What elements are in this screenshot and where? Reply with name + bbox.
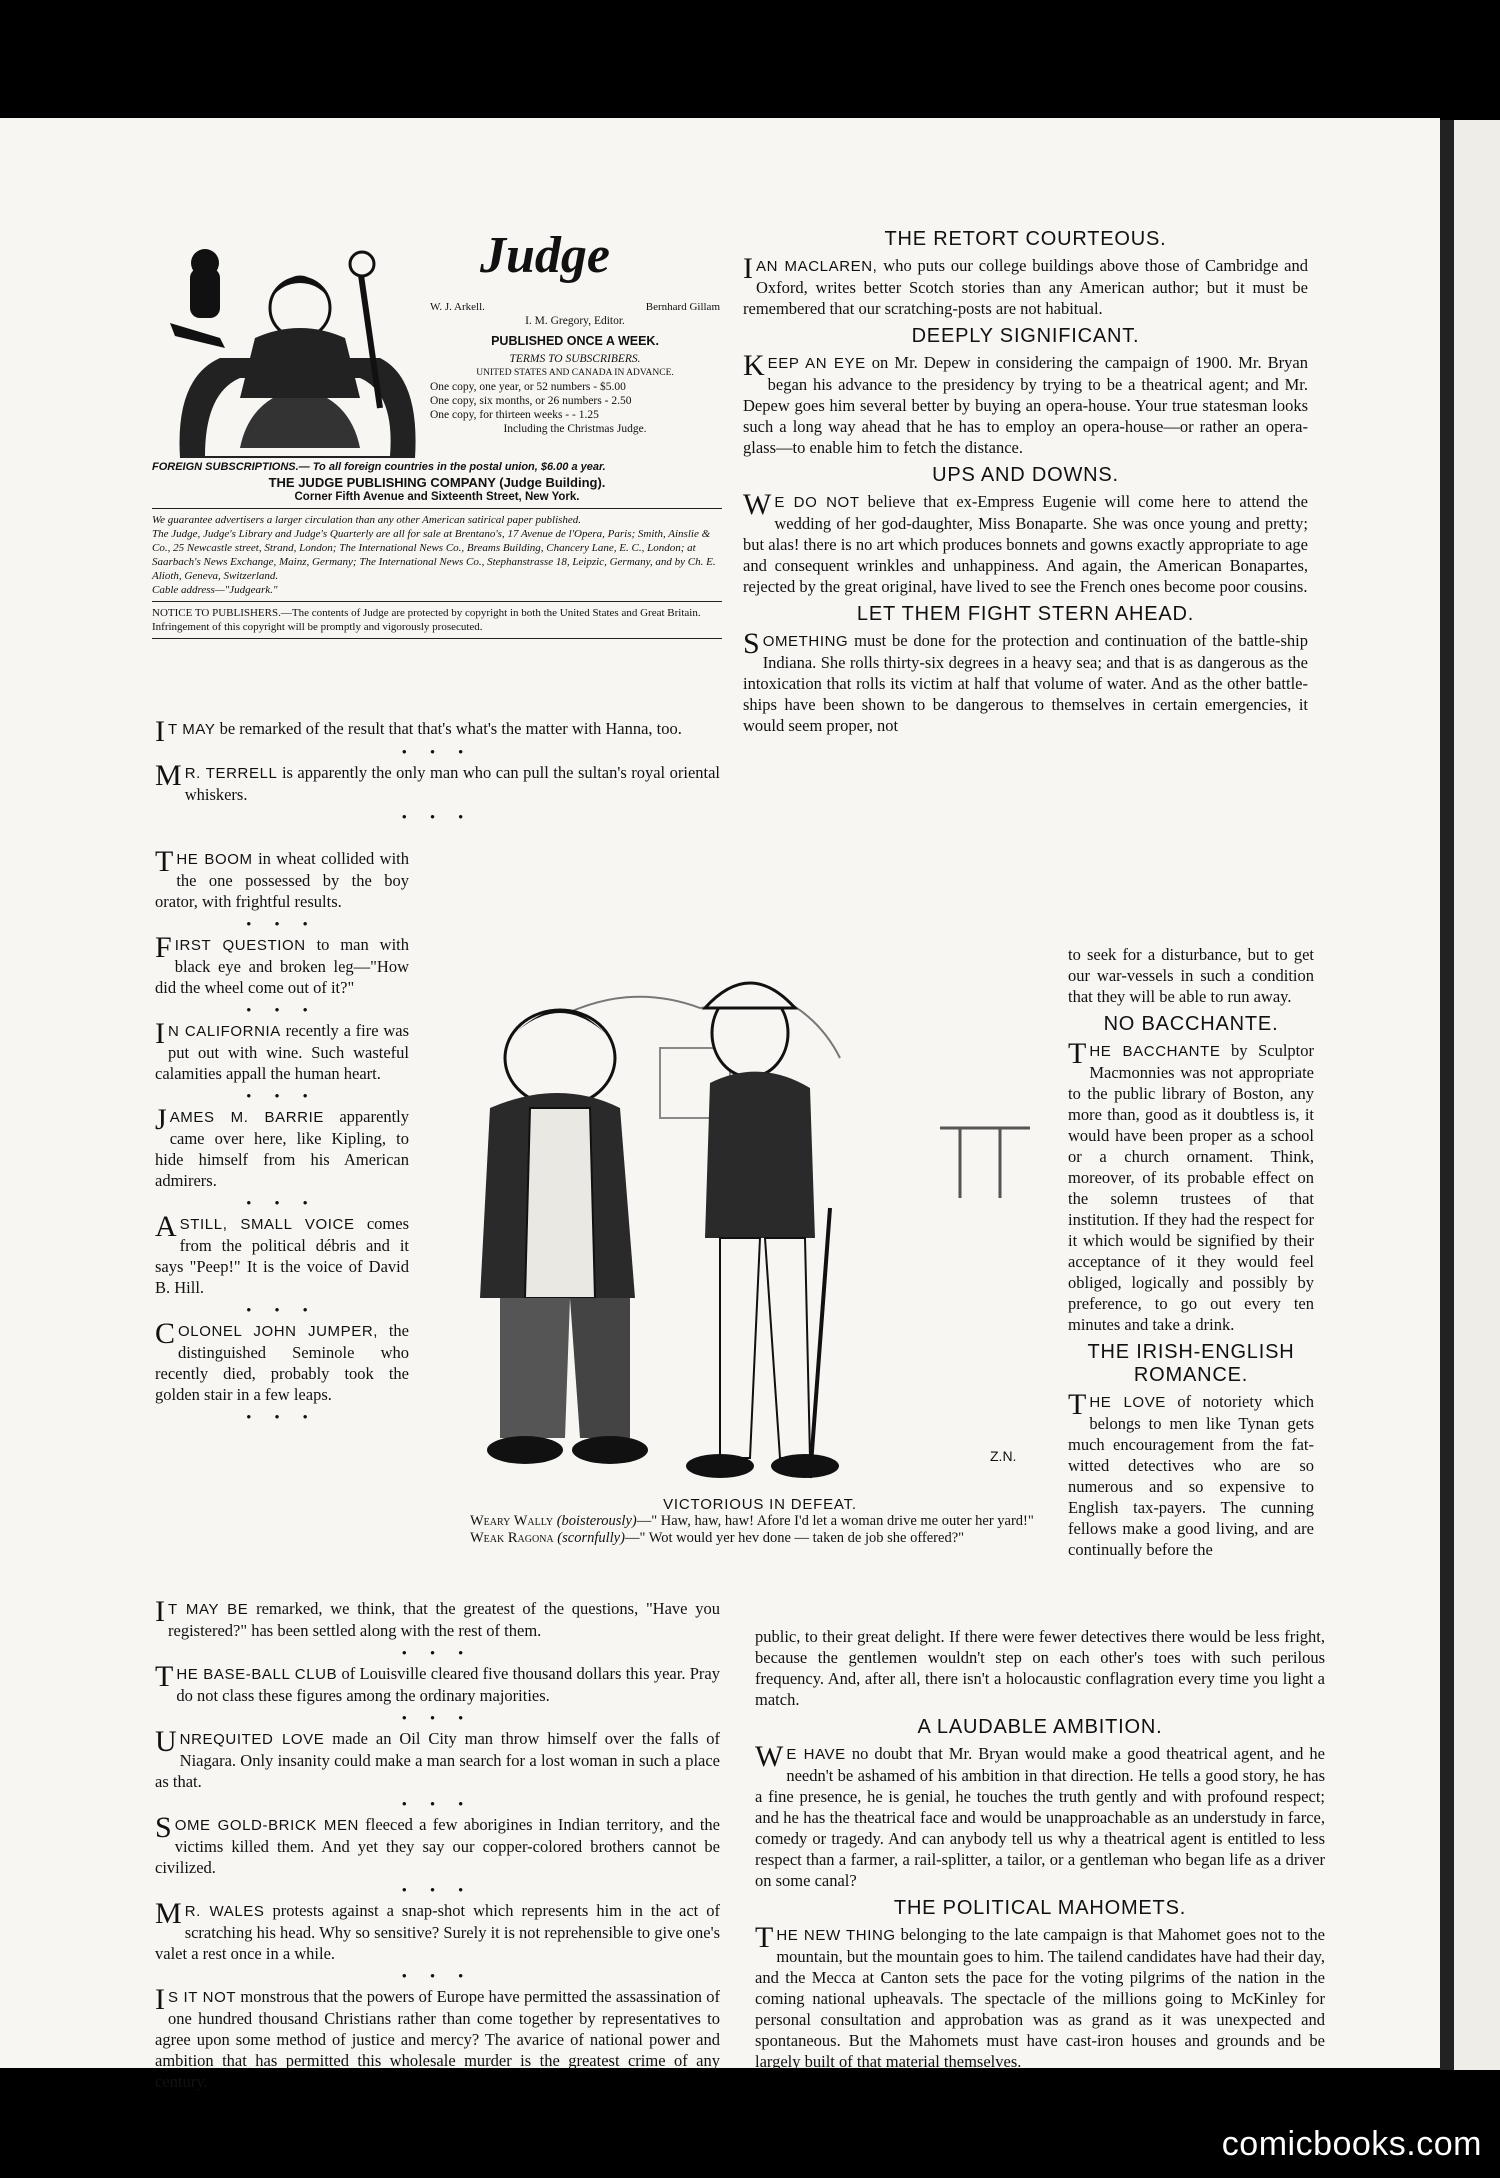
separator-dots: • • •	[246, 1195, 318, 1210]
judge-mascot-illustration	[150, 228, 450, 468]
paragraph: THE BACCHANTE by Sculptor Macmonnies was not appropriate to the public library of Boston, any more than, good as it doubtless is, it would have been proper as a school or a church ornament. Think, moreover, of its probable effect on the solemn trustees of that institution. If they had the respect for it which would be signified by their acceptance of it they would feel obliged, logically and possibly by preference, to go out every ten minutes and take a drink.	[1068, 1037, 1315, 1334]
left-column-narrow	[155, 845, 410, 1427]
editor-name: I. M. Gregory, Editor.	[525, 315, 625, 327]
article-title: NO BACCHANTE.	[1103, 1013, 1279, 1035]
cartoon-caption	[470, 1496, 1050, 1547]
article-title: A LAUDABLE AMBITION.	[917, 1716, 1163, 1738]
rate-line: One copy, six months, or 26 numbers - 2.50	[430, 395, 632, 407]
paragraph-continued: to seek for a disturbance, but to get our war-vessels in such a condition that they will be able to run away.	[1068, 945, 1314, 1006]
left-column-bottom	[155, 1595, 720, 2096]
company-name: THE JUDGE PUBLISHING COMPANY (Judge Building).	[268, 475, 606, 490]
separator-dots: • • •	[402, 809, 473, 824]
separator-dots: • • •	[246, 916, 318, 931]
cable-address: Cable address—"Judgeark."	[152, 584, 278, 596]
paragraph: THE BASE-BALL CLUB of Louisville cleared five thousand dollars this year. Pray do not class these figures among the ordinary majorities.	[155, 1660, 720, 1705]
terms-title: TERMS TO SUBSCRIBERS.	[509, 353, 641, 365]
paragraph: THE BOOM in wheat collided with the one possessed by the boy orator, with frightful results.	[155, 845, 409, 911]
left-column-top	[155, 715, 721, 827]
sale-note: The Judge, Judge's Library and Judge's Quarterly are all for sale at Brentano's, 17 Avenue de l'Opera, Paris; Smith, Ainslie & Co., 25 Newcastle street, Strand, London; The International News Co., Breams Building, Chancery Lane, E. C., London; at Saarbach's News Exchange, Mainz, Germany; The International News Co., Stephanstrasse 18, Leipzic, Germany, and by Ch. E. Alioth, Geneva, Switzerland.	[152, 528, 716, 582]
company-address: Corner Fifth Avenue and Sixteenth Street, New York.	[294, 491, 580, 503]
article-title: THE POLITICAL MAHOMETS.	[893, 1897, 1187, 1919]
separator-dots: • • •	[246, 1409, 318, 1424]
publishers-notice: NOTICE TO PUBLISHERS.—The contents of Judge are protected by copyright in both the United States and Great Britain. Infringement of this copyright will be promptly and vigorously prosecuted.	[152, 607, 701, 633]
watermark: comicbooks.com	[1221, 2125, 1482, 2163]
paragraph: A STILL, SMALL VOICE comes from the political débris and it says "Peep!" It is the voice of David B. Hill.	[155, 1210, 409, 1297]
cartoon-title: VICTORIOUS IN DEFEAT.	[663, 1496, 857, 1513]
separator-dots: • • •	[402, 1968, 473, 1983]
masthead-lower	[152, 460, 722, 643]
separator-dots: • • •	[402, 744, 473, 759]
paragraph: THE LOVE of notoriety which belongs to men like Tynan gets much encouragement from the fat-witted detectives who are so numerous and so expensive to English tax-payers. The cunning fellows make a good living, and are continually before the	[1068, 1388, 1315, 1559]
terms-subtitle: UNITED STATES AND CANADA IN ADVANCE.	[476, 368, 674, 378]
separator-dots: • • •	[246, 1002, 318, 1017]
paragraph: M R. TERRELL is apparently the only man who can pull the sultan's royal oriental whiskers.	[155, 759, 721, 804]
paragraph-continued: public, to their great delight. If there were fewer detectives there would be less fright, because the gentlemen wouldn't step on each other's toes with such perilous frequency. And, after all, there isn't a holocaustic conflagration every time you light a match.	[755, 1627, 1325, 1709]
caption-line: Weary Wally (boisterously)—" Haw, haw, haw! Afore I'd let a woman drive me outer her yard!"	[470, 1513, 1034, 1529]
paragraph: W E DO NOT believe that ex-Empress Eugenie will come here to attend the wedding of her god-daughter, Miss Bonaparte. She was once young and pretty; but alas! there is no art which produces bonnets and gowns exactly appropriate to age and consequent wrinkles and unhappiness. And again, the American Bonapartes, rejected by the great original, have lived to see the French ones become poor cousins.	[743, 488, 1308, 596]
paragraph: UNREQUITED LOVE made an Oil City man throw himself over the falls of Niagara. Only insanity could make a man search for a lost woman in such a place as that.	[155, 1725, 720, 1791]
paragraph: COLONEL JOHN JUMPER, the distinguished Seminole who recently died, probably took the golden stair in a few leaps.	[155, 1317, 409, 1404]
right-column-narrow	[1068, 944, 1314, 1564]
separator-dots: • • •	[402, 1645, 473, 1660]
right-column-top	[743, 222, 1308, 740]
rate-line: One copy, for thirteen weeks - - 1.25	[430, 409, 599, 421]
paragraph: I T MAY BE remarked, we think, that the greatest of the questions, "Have you registered?" has been settled along with the rest of them.	[155, 1595, 720, 1640]
paragraph: M R. WALES protests against a snap-shot which represents him in the act of scratching his head. Why so sensitive? Surely it is not reprehensible to give one's valet a rest once in a while.	[155, 1897, 720, 1963]
guarantee-note: We guarantee advertisers a larger circulation than any other American satirical paper published.	[152, 514, 582, 526]
paragraph: SOME GOLD-BRICK MEN fleeced a few aborigines in Indian territory, and the victims killed them. And yet they say our copper-colored brothers cannot be civilized.	[155, 1811, 720, 1877]
paragraph: KEEP AN EYE on Mr. Depew in considering the campaign of 1900. Mr. Bryan began his advance to the presidency by trying to be a theatrical agent; and Mr. Depew goes him several better by buying an opera-house. Your true statesman looks such a long way ahead that he has to employ an opera-house—or rather an opera-glass—to enable him to fetch the distance.	[743, 349, 1309, 457]
publisher-name: W. J. Arkell.	[430, 301, 485, 313]
paragraph: I S IT NOT monstrous that the powers of Europe have permitted the assassination of one hundred thousand Christians rather than come together by representatives to agree upon some method of justice and mercy? The avarice of national power and ambition that has permitted this wholesale murder is the greatest crime of any century.	[155, 1983, 720, 2091]
separator-dots: • • •	[402, 1796, 473, 1811]
separator-dots: • • •	[402, 1710, 473, 1725]
article-title: THE IRISH-ENGLISH ROMANCE.	[1087, 1341, 1295, 1386]
separator-dots: • • •	[402, 1882, 473, 1897]
rate-line: One copy, one year, or 52 numbers - $5.00	[430, 381, 626, 393]
paragraph: I N CALIFORNIA recently a fire was put out with wine. Such wasteful calamities appall the human heart.	[155, 1017, 410, 1083]
article-title: UPS AND DOWNS.	[932, 464, 1119, 486]
right-column-bottom	[755, 1626, 1325, 2076]
artist-name: Bernhard Gillam	[645, 301, 720, 313]
paragraph: THE NEW THING belonging to the late campaign is that Mahomet goes not to the mountain, but the mountain goes to him. The tailend candidates have had their day, and the Mecca at Canton sets the pace for the voting pilgrims of the nation in the coming national upheavals. The spectacle of the millions going to McKinley for personal consultation and approbation was as grand as it was unexpected and spontaneous. But the Mahomets must have cast-iron houses and grounds and be largely built of that material themselves.	[755, 1921, 1325, 2071]
cartoon-illustration	[420, 938, 1060, 1498]
article-title: DEEPLY SIGNIFICANT.	[911, 325, 1140, 347]
paragraph: FIRST QUESTION to man with black eye and broken leg—"How did the wheel come out of it?"	[155, 931, 409, 997]
foreign-subscriptions: FOREIGN SUBSCRIPTIONS.— To all foreign countries in the postal union, $6.00 a year.	[152, 461, 606, 473]
masthead-details	[430, 300, 720, 436]
caption-line: Weak Ragona (scornfully)—" Wot would yer hev done — taken de job she offered?"	[470, 1530, 965, 1546]
published-weekly: PUBLISHED ONCE A WEEK.	[491, 334, 659, 348]
separator-dots: • • •	[246, 1088, 318, 1103]
magazine-page	[0, 118, 1440, 2091]
paragraph: I T MAY be remarked of the result that that's what's the matter with Hanna, too.	[155, 715, 682, 748]
article-title: THE RETORT COURTEOUS.	[884, 228, 1167, 250]
artist-signature: Z.N.	[990, 1448, 1017, 1464]
paragraph: IAN MACLAREN, who puts our college buildings above those of Cambridge and Oxford, writes better Scotch stories than any American author; but it must be remembered that our scratching-posts are not habitual.	[743, 252, 1308, 318]
paragraph: SOMETHING must be done for the protection and continuation of the battle-ship Indiana. She rolls thirty-six degrees in a heavy sea; and that is as dangerous as the intoxication that rolls its victim at half that volume of water. And as the other battle-ships have been shown to be dangerous to themselves in certain emergencies, it would seem proper, not	[743, 627, 1308, 735]
separator-dots: • • •	[246, 1302, 318, 1317]
article-title: LET THEM FIGHT STERN AHEAD.	[856, 603, 1195, 625]
paragraph: W E HAVE no doubt that Mr. Bryan would make a good theatrical agent, and he needn't be ashamed of his ambition in that direction. He tells a good story, he has a fine presence, he is genial, he touches the truth gently and with profound respect; and he has the theatrical face and would be unapproachable as an understudy in farce, comedy or tragedy. And can anybody tell us why a theatrical agent is entitled to less respect than a farmer, a rail-splitter, a tailor, or a gentleman who began life as a driver on some canal?	[755, 1740, 1325, 1890]
page-edge	[1440, 120, 1500, 2070]
paragraph: JAMES M. BARRIE apparently came over here, like Kipling, to hide himself from his American admirers.	[155, 1103, 409, 1190]
rate-line: Including the Christmas Judge.	[503, 423, 647, 435]
judge-logo: Judge	[480, 227, 610, 284]
